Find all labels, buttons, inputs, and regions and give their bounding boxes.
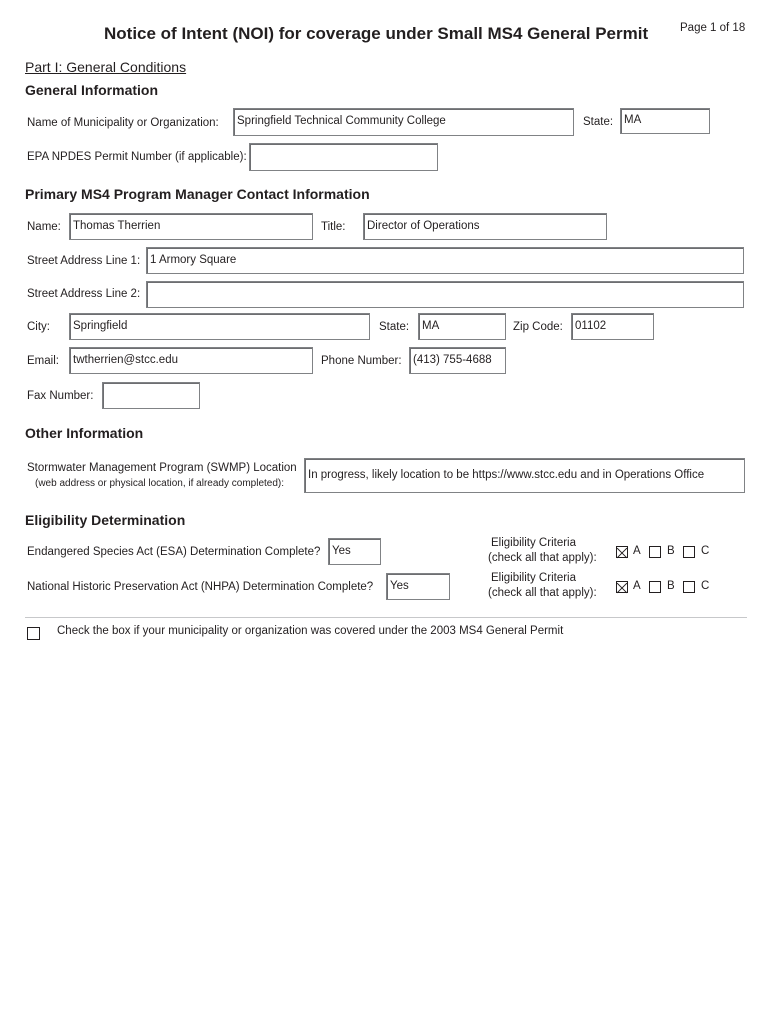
part-heading: Part I: General Conditions	[25, 59, 187, 75]
esa-criteria-a-checkbox[interactable]	[616, 546, 628, 558]
esa-criteria-a-label: A	[633, 545, 641, 557]
swmp-location-field[interactable]: In progress, likely location to be https://www.stcc.edu and in Operations Office	[304, 458, 745, 493]
esa-criteria-c-label: C	[701, 545, 710, 557]
email-label: Email:	[27, 355, 59, 367]
swmp-label: Stormwater Management Program (SWMP) Location	[27, 462, 297, 474]
phone-label: Phone Number:	[321, 355, 402, 367]
swmp-sublabel: (web address or physical location, if already completed):	[35, 478, 285, 489]
street2-label: Street Address Line 2:	[27, 288, 141, 300]
nhpa-criteria-b-label: B	[667, 580, 675, 592]
contact-heading: Primary MS4 Program Manager Contact Information	[25, 186, 370, 202]
nhpa-criteria-c-checkbox[interactable]	[683, 581, 695, 593]
contact-state-label: State:	[379, 321, 410, 333]
street1-label: Street Address Line 1:	[27, 255, 141, 267]
nhpa-criteria-a-label: A	[633, 580, 641, 592]
name-label: Name:	[27, 221, 61, 233]
zip-label: Zip Code:	[513, 321, 563, 333]
municipality-field[interactable]: Springfield Technical Community College	[233, 108, 574, 136]
name-field[interactable]: Thomas Therrien	[69, 213, 313, 240]
nhpa-label: National Historic Preservation Act (NHPA) Determination Complete?	[27, 581, 374, 593]
nhpa-criteria-label: Eligibility Criteria	[491, 572, 576, 584]
state-label: State:	[583, 116, 614, 128]
city-field[interactable]: Springfield	[69, 313, 370, 340]
coverage-2003-checkbox[interactable]	[27, 627, 40, 640]
nhpa-criteria-a-checkbox[interactable]	[616, 581, 628, 593]
npdes-field[interactable]	[249, 143, 438, 171]
email-field[interactable]: twtherrien@stcc.edu	[69, 347, 313, 374]
esa-label: Endangered Species Act (ESA) Determination Complete?	[27, 546, 321, 558]
municipality-label: Name of Municipality or Organization:	[27, 117, 219, 129]
esa-criteria-sublabel: (check all that apply):	[488, 552, 597, 564]
esa-field[interactable]: Yes	[328, 538, 381, 565]
eligibility-heading: Eligibility Determination	[25, 512, 186, 528]
street2-field[interactable]	[146, 281, 744, 308]
nhpa-field[interactable]: Yes	[386, 573, 450, 600]
zip-field[interactable]: 01102	[571, 313, 654, 340]
nhpa-criteria-b-checkbox[interactable]	[649, 581, 661, 593]
contact-state-field[interactable]: MA	[418, 313, 506, 340]
page-number: Page 1 of 18	[680, 22, 746, 34]
esa-criteria-b-checkbox[interactable]	[649, 546, 661, 558]
fax-field[interactable]	[102, 382, 200, 409]
nhpa-criteria-sublabel: (check all that apply):	[488, 587, 597, 599]
title-field[interactable]: Director of Operations	[363, 213, 607, 240]
other-info-heading: Other Information	[25, 425, 144, 441]
esa-criteria-label: Eligibility Criteria	[491, 537, 576, 549]
state-field[interactable]: MA	[620, 108, 710, 134]
title-label: Title:	[321, 221, 346, 233]
general-info-heading: General Information	[25, 82, 159, 98]
phone-field[interactable]: (413) 755-4688	[409, 347, 506, 374]
city-label: City:	[27, 321, 50, 333]
nhpa-criteria-c-label: C	[701, 580, 710, 592]
page-title: Notice of Intent (NOI) for coverage under Small MS4 General Permit	[104, 24, 649, 43]
npdes-label: EPA NPDES Permit Number (if applicable):	[27, 151, 247, 163]
esa-criteria-c-checkbox[interactable]	[683, 546, 695, 558]
esa-criteria-b-label: B	[667, 545, 675, 557]
fax-label: Fax Number:	[27, 390, 94, 402]
street1-field[interactable]: 1 Armory Square	[146, 247, 744, 274]
section-divider	[25, 617, 747, 618]
coverage-2003-label: Check the box if your municipality or organization was covered under the 2003 MS4 General Permit	[57, 625, 564, 637]
